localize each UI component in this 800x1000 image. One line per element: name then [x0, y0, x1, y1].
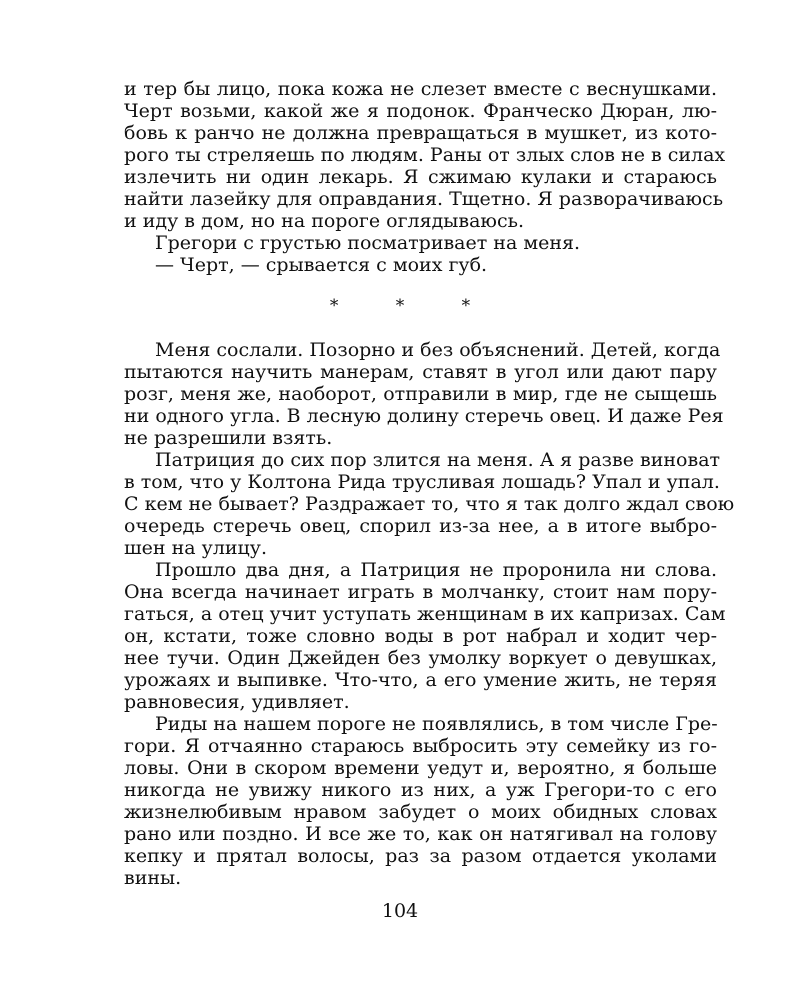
text-line: Она всегда начинает играть в молчанку, стоит нам пору- — [124, 581, 717, 603]
dialogue-line: — Черт, — срывается с моих губ. — [155, 254, 488, 276]
text-line: пытаются научить манерам, ставят в угол или дают пару — [124, 361, 717, 383]
text-line: розг, меня же, наоборот, отправили в мир, где не сыщешь — [124, 383, 717, 405]
text-line: жизнелюбивым нравом забудет о моих обидных словах — [124, 801, 717, 823]
text-block-bottom — [124, 339, 735, 889]
text-line: шен на улицу. — [124, 537, 267, 559]
text-line: С кем не бывает? Раздражает то, что я так долго ждал свою — [124, 493, 735, 515]
text-line: и иду в дом, но на пороге оглядываюсь. — [124, 210, 524, 232]
text-line: он, кстати, тоже словно воды в рот набрал и ходит чер- — [124, 625, 717, 647]
text-line: очередь стеречь овец, спорил из-за нее, а в итоге выбро- — [124, 515, 717, 537]
text-line: рано или поздно. И все же то, как он натягивал на голову — [124, 823, 717, 845]
text-line: нее тучи. Один Джейден без умолку воркует о девушках, — [124, 647, 717, 669]
text-line: гори. Я отчаянно стараюсь выбросить эту семейку из го- — [124, 735, 717, 757]
text-line: рого ты стреляешь по людям. Раны от злых слов не в силах — [124, 144, 726, 166]
text-line: не разрешили взять. — [124, 427, 333, 449]
text-line: Патриция до сих пор злится на меня. А я разве виноват — [155, 449, 721, 471]
text-line: излечить ни один лекарь. Я сжимаю кулаки и стараюсь — [124, 166, 717, 188]
text-line: Черт возьми, какой же я подонок. Франческо Дюран, лю- — [124, 100, 717, 122]
text-line: и тер бы лицо, пока кожа не слезет вместе с веснушками. — [124, 78, 717, 100]
text-line: равновесия, удивляет. — [124, 691, 350, 713]
text-line: Прошло два дня, а Патриция не проронила ни слова. — [155, 559, 717, 581]
text-line: гаться, а отец учит уступать женщинам в их капризах. Сам — [124, 603, 726, 625]
text-line: в том, что у Колтона Рида трусливая лошадь? Упал и упал. — [124, 471, 720, 493]
text-line: никогда не увижу никого из них, а уж Грегори-то с его — [124, 779, 717, 801]
section-separator: * * * — [329, 296, 497, 316]
text-line: ни одного угла. В лесную долину стеречь овец. И даже Рея — [124, 405, 724, 427]
text-line: Риды на нашем пороге не появлялись, в том числе Гре- — [155, 713, 718, 735]
page-number: 104 — [381, 900, 419, 922]
text-line: бовь к ранчо не должна превращаться в мушкет, из кото- — [124, 122, 717, 144]
text-line: найти лазейку для оправдания. Тщетно. Я разворачиваюсь — [124, 188, 724, 210]
text-block-top — [124, 78, 726, 276]
text-line: вины. — [124, 867, 182, 889]
text-line: Меня сослали. Позорно и без объяснений. Детей, когда — [155, 339, 721, 361]
text-line: ловы. Они в скором времени уедут и, вероятно, я больше — [124, 757, 717, 779]
text-line: кепку и прятал волосы, раз за разом отдается уколами — [124, 845, 717, 867]
text-line: Грегори с грустью посматривает на меня. — [155, 232, 581, 254]
text-line: урожаях и выпивке. Что-что, а его умение жить, не теряя — [124, 669, 717, 691]
